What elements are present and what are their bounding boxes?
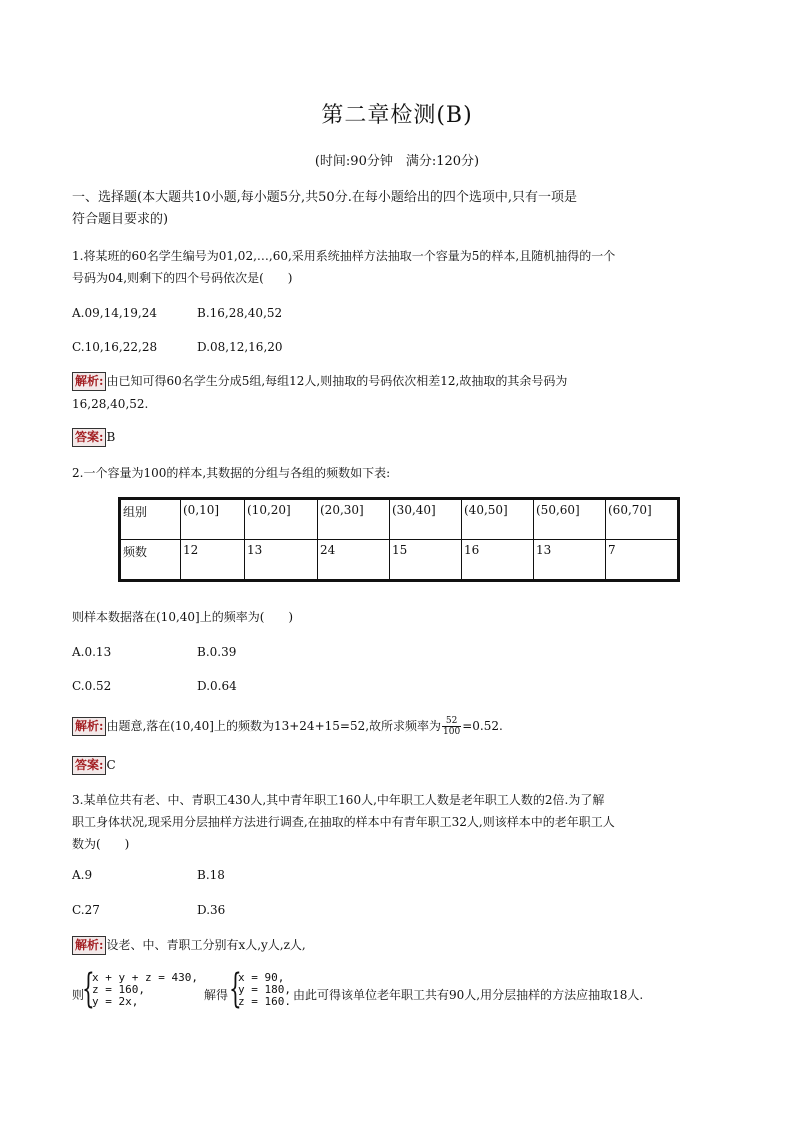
q3-then-label: 则: [72, 988, 85, 1002]
exam-info: (时间:90分钟 满分:120分): [314, 154, 480, 169]
table-cell: 15: [390, 540, 462, 581]
q1-analysis-line1: [72, 370, 732, 392]
analysis-tag: 解析:: [72, 372, 106, 391]
table-cell: (10,20]: [245, 499, 318, 540]
q1-option-a: A.09,14,19,24: [72, 306, 158, 320]
table-cell: 7: [606, 540, 679, 581]
table-cell: 13: [245, 540, 318, 581]
q3-analysis-line1: [72, 934, 732, 956]
table-cell: (60,70]: [606, 499, 679, 540]
equation: y = 180,: [238, 983, 291, 996]
frequency-table: [118, 497, 680, 582]
q1-option-c: C.10,16,22,28: [72, 340, 158, 354]
q3-option-d: D.36: [197, 903, 226, 917]
answer-tag: 答案:: [72, 428, 106, 447]
left-brace-icon: {: [82, 966, 95, 1012]
q1-option-b: B.16,28,40,52: [197, 306, 283, 320]
q3-conclusion: 由此可得该单位老年职工共有90人,用分层抽样的方法应抽取18人.: [293, 988, 644, 1002]
page-title: 第二章检测(B): [321, 103, 473, 128]
q3-option-b: B.18: [197, 868, 225, 882]
q2-answer-line: [72, 754, 732, 776]
table-cell: 频数: [120, 540, 181, 581]
table-cell: 24: [318, 540, 390, 581]
table-cell: (50,60]: [534, 499, 606, 540]
q3-option-a: A.9: [72, 868, 93, 882]
table-row: [120, 540, 679, 581]
section-heading-line1: 一、选择题(本大题共10小题,每小题5分,共50分.在每小题给出的四个选项中,只有一项是: [72, 190, 577, 205]
q3-stem-line2: 职工身体状况,现采用分层抽样方法进行调查,在抽取的样本中有青年职工32人,则该样本中的老年职工人: [72, 815, 615, 829]
equation: z = 160,: [92, 983, 145, 996]
q2-answer: C: [106, 758, 116, 772]
table-cell: 13: [534, 540, 606, 581]
q3-stem-line1: 3.某单位共有老、中、青职工430人,其中青年职工160人,中年职工人数是老年职工人数的2倍.为了解: [72, 793, 605, 807]
table-cell: 组别: [120, 499, 181, 540]
analysis-tag: 解析:: [72, 717, 106, 736]
q2-stem: 2.一个容量为100的样本,其数据的分组与各组的频数如下表:: [72, 466, 391, 480]
table-cell: 16: [462, 540, 534, 581]
q1-answer-line: [72, 426, 732, 448]
q2-analysis-result: =0.52.: [462, 719, 503, 733]
q3-stem-line3: 数为( ): [72, 837, 130, 851]
q2-option-a: A.0.13: [72, 645, 112, 659]
equation-system-2: [238, 972, 291, 1008]
table-cell: (30,40]: [390, 499, 462, 540]
q2-option-b: B.0.39: [197, 645, 237, 659]
q2-option-d: D.0.64: [197, 679, 237, 693]
fraction-denominator: 100: [443, 727, 461, 737]
q3-option-c: C.27: [72, 903, 100, 917]
q2-analysis-text: 由题意,落在(10,40]上的频数为13+24+15=52,故所求频率为: [106, 719, 442, 733]
equation-system-1: [92, 972, 198, 1008]
table-cell: (0,10]: [181, 499, 245, 540]
q2-question: 则样本数据落在(10,40]上的频率为( ): [72, 610, 294, 624]
q2-analysis-line: [72, 713, 732, 739]
table-cell: (40,50]: [462, 499, 534, 540]
equation: x + y + z = 430,: [92, 971, 198, 984]
equation: y = 2x,: [92, 995, 139, 1008]
analysis-tag: 解析:: [72, 936, 106, 955]
equation: z = 160.: [238, 995, 291, 1008]
q3-solve-label: 解得: [204, 988, 229, 1002]
q1-analysis-line2: 16,28,40,52.: [72, 397, 149, 411]
q3-analysis-text: 设老、中、青职工分别有x人,y人,z人,: [106, 938, 306, 952]
table-cell: (20,30]: [318, 499, 390, 540]
fraction: [442, 716, 461, 737]
table-cell: 12: [181, 540, 245, 581]
q1-answer: B: [106, 430, 116, 444]
left-brace-icon: {: [229, 966, 242, 1012]
q1-analysis-text: 由已知可得60名学生分成5组,每组12人,则抽取的号码依次相差12,故抽取的其余号码为: [106, 374, 568, 388]
table-row: [120, 499, 679, 540]
answer-tag: 答案:: [72, 756, 106, 775]
q1-option-d: D.08,12,16,20: [197, 340, 283, 354]
q2-option-c: C.0.52: [72, 679, 112, 693]
fraction-numerator: 52: [442, 716, 461, 727]
section-heading-line2: 符合题目要求的): [72, 212, 169, 227]
equation: x = 90,: [238, 971, 285, 984]
q1-stem-line1: 1.将某班的60名学生编号为01,02,…,60,采用系统抽样方法抽取一个容量为5的样本,且随机抽得的一个: [72, 249, 616, 263]
q1-stem-line2: 号码为04,则剩下的四个号码依次是( ): [72, 271, 293, 285]
